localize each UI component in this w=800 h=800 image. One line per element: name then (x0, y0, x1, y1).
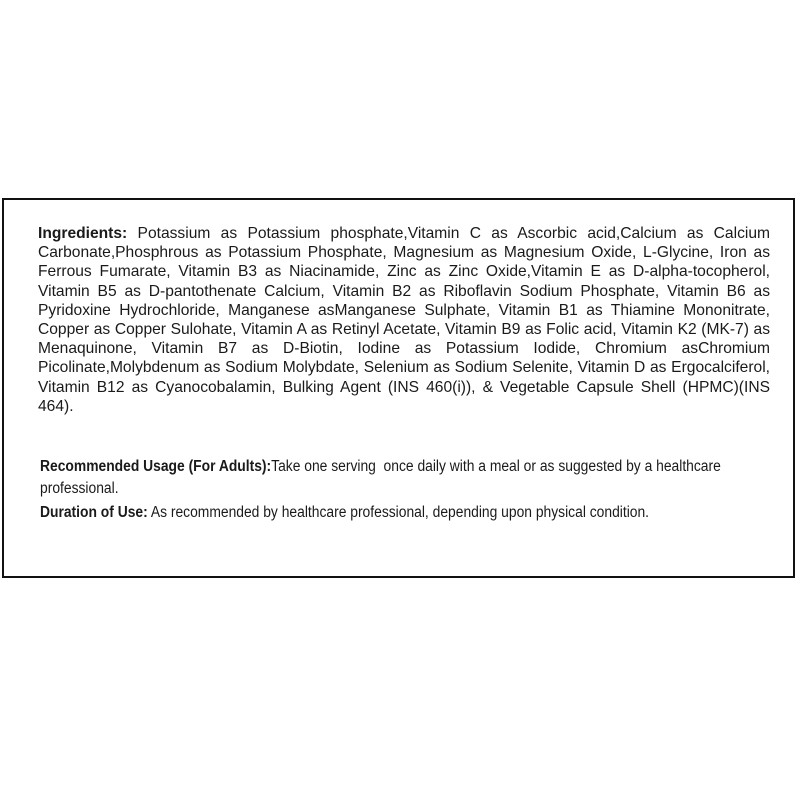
ingredients-heading: Ingredients: (38, 225, 128, 242)
duration-of-use-text: As recommended by healthcare professional, depending upon physical condition. (147, 504, 650, 521)
ingredients-paragraph (38, 224, 770, 416)
ingredients-text: Potassium as Potassium phosphate,Vitamin C as Ascorbic acid,Calcium as Calcium Carbonate,Phosphrous as Potassium Phosphate, Magnesium as Magnesium Oxide, L-Glycine, Iron as Ferrous Fumarate, Vitamin B3 as Niacinamide, Zinc as Zinc Oxide,Vitamin E as D-alpha-tocopherol, Vitamin B5 as D-pantothenate Calcium, Vitamin B2 as Riboflavin Sodium Phosphate, Vitamin B6 as Pyridoxine Hydrochloride, Manganese asManganese Sulphate, Vitamin B1 as Thiamine Mononitrate, Copper as Copper Sulohate, Vitamin A as Retinyl Acetate, Vitamin B9 as Folic acid, Vitamin K2 (MK-7) as Menaquinone, Vitamin B7 as D-Biotin, Iodine as Potassium Iodide, Chromium asChromium Picolinate,Molybdenum as Sodium Molybdate, Selenium as Sodium Selenite, Vitamin D as Ergocalciferol, Vitamin B12 as Cyanocobalamin, Bulking Agent (INS 460(i)), & Vegetable Capsule Shell (HPMC)(INS 464). (38, 225, 770, 415)
label-panel (2, 198, 795, 578)
duration-of-use-paragraph (40, 502, 649, 524)
recommended-usage-heading: Recommended Usage (For Adults): (40, 458, 272, 475)
recommended-usage-text: Take one serving once daily with a meal or as suggested by a healthcare professional. (40, 458, 725, 497)
recommended-usage-paragraph (40, 456, 776, 500)
duration-of-use-heading: Duration of Use: (40, 504, 148, 521)
